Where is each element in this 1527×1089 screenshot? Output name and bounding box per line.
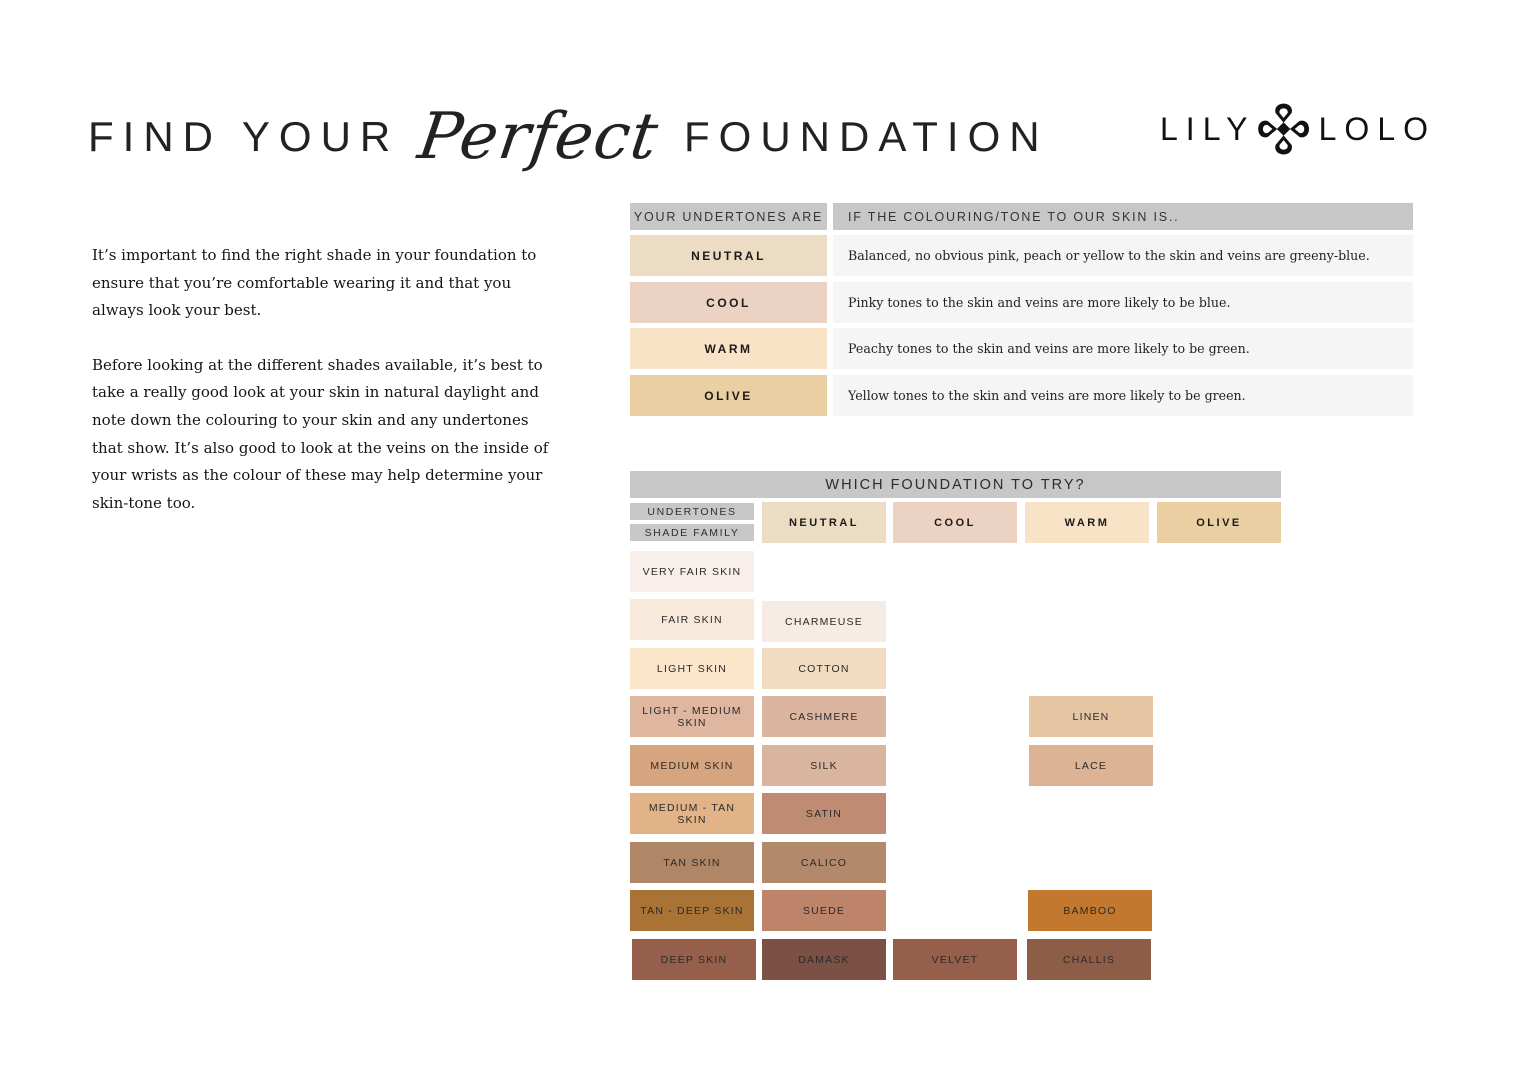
shade-charmeuse: CHARMEUSE xyxy=(762,601,886,642)
shade-family-medium-tan: MEDIUM - TAN SKIN xyxy=(630,793,754,834)
shade-lace: LACE xyxy=(1029,745,1153,786)
title-suffix: FOUNDATION xyxy=(684,113,1049,160)
title-script-word: Perfect xyxy=(414,100,664,174)
shade-satin: SATIN xyxy=(762,793,886,834)
undertone-label-olive: OLIVE xyxy=(630,375,827,416)
logo-word-left: LILY xyxy=(1160,110,1256,147)
shade-linen: LINEN xyxy=(1029,696,1153,737)
undertone-label-warm: WARM xyxy=(630,328,827,369)
logo-word-right: LOLO xyxy=(1318,110,1436,147)
shade-suede: SUEDE xyxy=(762,890,886,931)
undertone-label-cool: COOL xyxy=(630,282,827,323)
shade-velvet: VELVET xyxy=(893,939,1017,980)
shade-calico: CALICO xyxy=(762,842,886,883)
column-header-olive: OLIVE xyxy=(1157,502,1281,543)
undertone-label-neutral: NEUTRAL xyxy=(630,235,827,276)
brand-logo xyxy=(1160,93,1436,165)
lily-lolo-flower-icon xyxy=(1255,93,1312,165)
title-prefix: FIND YOUR xyxy=(88,113,400,160)
shade-damask: DAMASK xyxy=(762,939,886,980)
foundation-chart-title: WHICH FOUNDATION TO TRY? xyxy=(630,471,1281,498)
undertones-header-left: YOUR UNDERTONES ARE xyxy=(630,203,827,230)
shade-challis: CHALLIS xyxy=(1027,939,1151,980)
shade-family-very-fair: VERY FAIR SKIN xyxy=(630,551,754,592)
shade-family-tan-deep: TAN - DEEP SKIN xyxy=(630,890,754,931)
intro-text xyxy=(92,242,552,544)
undertones-axis-label: UNDERTONES xyxy=(630,503,754,520)
page-title xyxy=(88,92,1049,182)
undertone-desc-olive: Yellow tones to the skin and veins are more likely to be green. xyxy=(833,375,1413,416)
column-header-cool: COOL xyxy=(893,502,1017,543)
shade-family-medium: MEDIUM SKIN xyxy=(630,745,754,786)
undertone-desc-cool: Pinky tones to the skin and veins are more likely to be blue. xyxy=(833,282,1413,323)
column-header-neutral: NEUTRAL xyxy=(762,502,886,543)
shade-family-light-medium: LIGHT - MEDIUM SKIN xyxy=(630,696,754,737)
column-header-warm: WARM xyxy=(1025,502,1149,543)
shade-family-fair: FAIR SKIN xyxy=(630,599,754,640)
undertone-desc-warm: Peachy tones to the skin and veins are more likely to be green. xyxy=(833,328,1413,369)
undertone-desc-neutral: Balanced, no obvious pink, peach or yellow to the skin and veins are greeny-blue. xyxy=(833,235,1413,276)
shade-family-deep: DEEP SKIN xyxy=(632,939,756,980)
shade-cashmere: CASHMERE xyxy=(762,696,886,737)
shade-cotton: COTTON xyxy=(762,648,886,689)
shade-silk: SILK xyxy=(762,745,886,786)
shade-family-light: LIGHT SKIN xyxy=(630,648,754,689)
intro-paragraph-2: Before looking at the different shades available, it’s best to take a really good look at your skin in natural daylight and note down the colouring to your skin and any undertones that show. It’s also good to look at the veins on the inside of your wrists as the colour of these may help determine your skin-tone too. xyxy=(92,355,549,512)
intro-paragraph-1: It’s important to find the right shade in your foundation to ensure that you’re comfortable wearing it and that you always look your best. xyxy=(92,246,537,320)
shade-bamboo: BAMBOO xyxy=(1028,890,1152,931)
shade-family-axis-label: SHADE FAMILY xyxy=(630,524,754,541)
undertones-header-right: IF THE COLOURING/TONE TO OUR SKIN IS.. xyxy=(833,203,1413,230)
shade-family-tan: TAN SKIN xyxy=(630,842,754,883)
